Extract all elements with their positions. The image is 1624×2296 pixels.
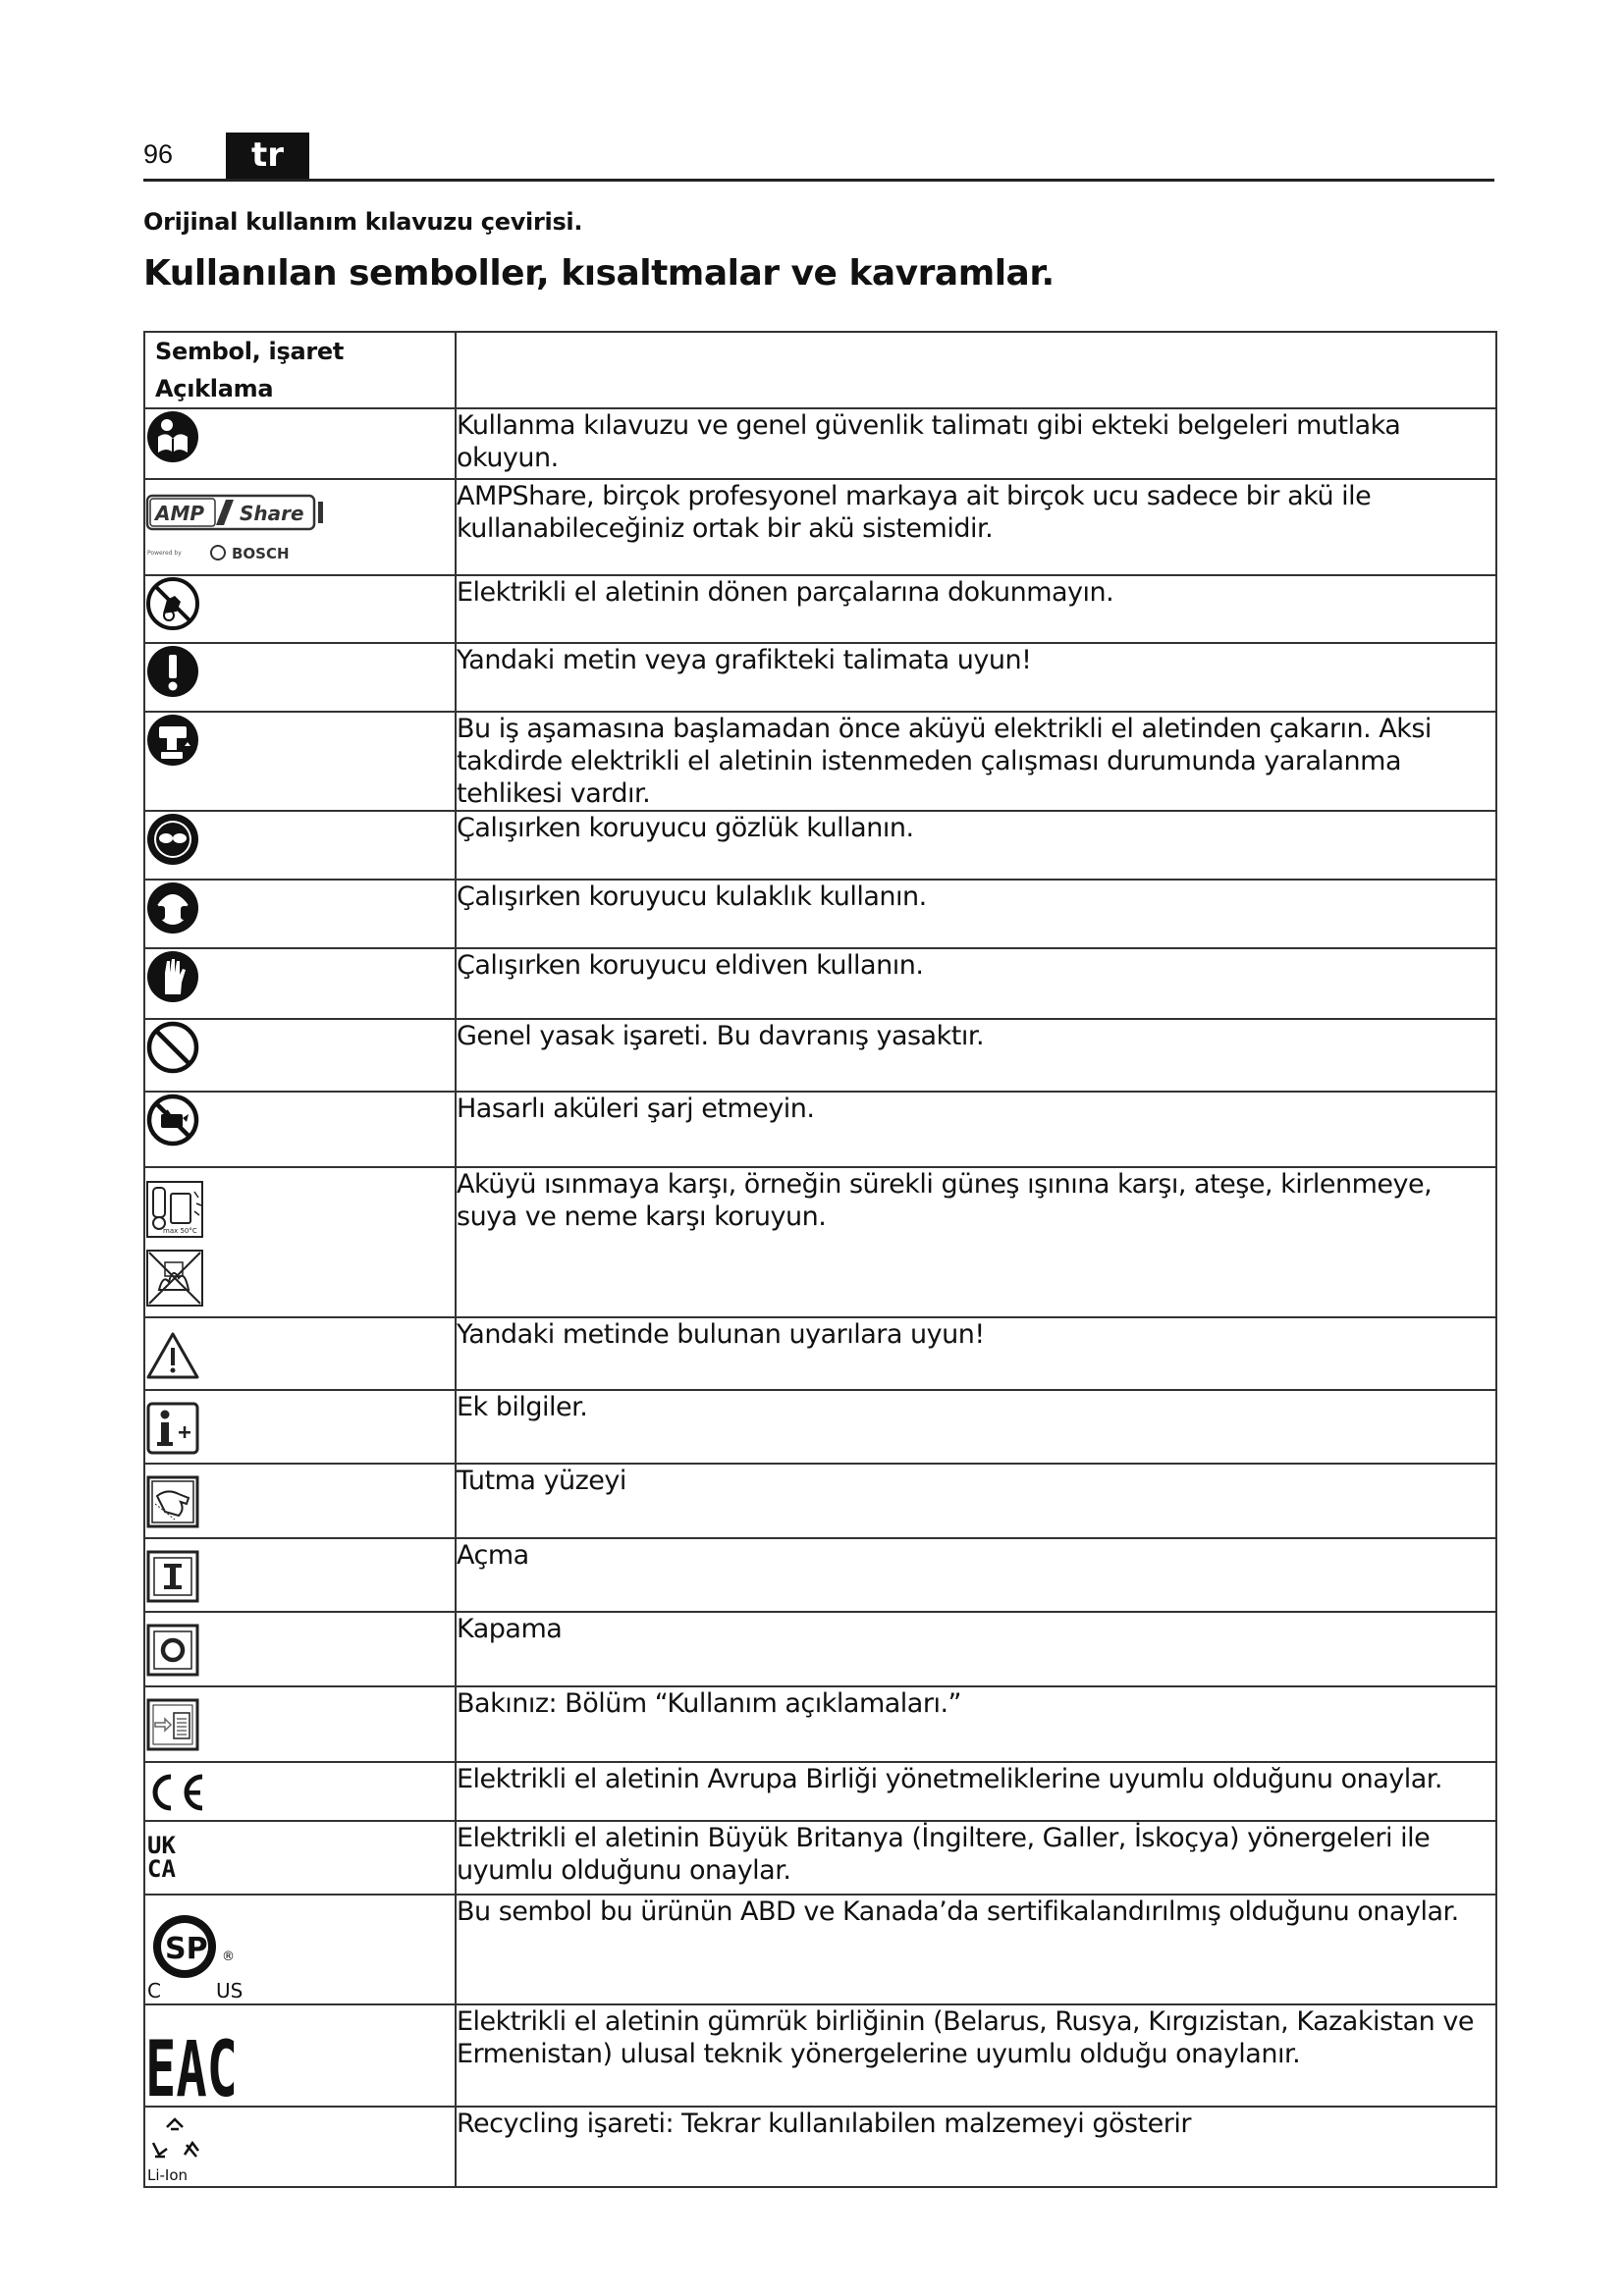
- description-cell: Kullanma kılavuzu ve genel güvenlik talimatı gibi ekteki belgeleri mutlaka okuyun.: [456, 408, 1496, 479]
- see-section-icon: [145, 1697, 200, 1752]
- table-row: [144, 1167, 1496, 1317]
- table-header-row: [144, 332, 1496, 408]
- symbol-cell: [144, 948, 456, 1019]
- table-row: [144, 1019, 1496, 1092]
- description-cell: Aküyü ısınmaya karşı, örneğin sürekli güneş ışınına karşı, ateşe, kirlenmeye, suya ve neme karşı koruyun.: [456, 1167, 1496, 1317]
- document-subtitle: Orijinal kullanım kılavuzu çevirisi.: [143, 208, 583, 236]
- table-row: [144, 1538, 1496, 1612]
- amp-label: AMP: [155, 502, 205, 525]
- table-row: [144, 1464, 1496, 1538]
- info-plus-icon: [145, 1401, 200, 1456]
- ukca-bottom-label: CA: [147, 1855, 176, 1883]
- symbol-cell: [144, 1464, 456, 1538]
- symbol-cell: [144, 2004, 456, 2114]
- protective-gloves-icon: [145, 949, 200, 1004]
- symbol-cell: [144, 1895, 456, 2004]
- table-row: [144, 1390, 1496, 1464]
- description-cell: Ek bilgiler.: [456, 1390, 1496, 1464]
- symbol-cell: [144, 1317, 456, 1390]
- table-row: [144, 643, 1496, 712]
- prohibition-icon: [145, 1020, 200, 1075]
- table-row: [144, 1317, 1496, 1390]
- csa-mark-icon: [145, 1909, 263, 2002]
- table-row: [144, 1686, 1496, 1762]
- symbol-cell: [144, 408, 456, 479]
- bosch-label: BOSCH: [232, 545, 290, 562]
- symbol-cell: [144, 1390, 456, 1464]
- eac-label: EAC: [145, 2026, 238, 2114]
- description-cell: Elektrikli el aletinin Büyük Britanya (İngiltere, Galler, İskoçya) yönergeleri ile uyumlu olduğunu onaylar.: [456, 1821, 1496, 1895]
- ear-protection-icon: [145, 881, 200, 935]
- description-cell: Elektrikli el aletinin dönen parçalarına dokunmayın.: [456, 575, 1496, 643]
- symbol-cell: [144, 712, 456, 811]
- description-cell: Çalışırken koruyucu gözlük kullanın.: [456, 811, 1496, 880]
- symbol-cell: [144, 643, 456, 712]
- recycling-li-ion-icon: [145, 2115, 204, 2184]
- battery-protection-icon: [145, 1180, 208, 1309]
- warning-triangle-icon: [145, 1330, 200, 1381]
- description-cell: Kapama: [456, 1612, 1496, 1686]
- description-cell: Açma: [456, 1538, 1496, 1612]
- table-row: [144, 948, 1496, 1019]
- table-row: [144, 1821, 1496, 1895]
- ukca-top-label: UK: [147, 1832, 176, 1859]
- table-row: [144, 1612, 1496, 1686]
- table-row: [144, 880, 1496, 948]
- eac-mark-icon: [145, 2011, 240, 2114]
- header-rule: [143, 179, 1494, 182]
- read-manual-icon: [145, 409, 200, 464]
- mandatory-action-icon: [145, 644, 200, 699]
- symbol-cell: [144, 1019, 456, 1092]
- symbol-table: [143, 331, 1497, 2188]
- power-on-icon: [145, 1549, 200, 1604]
- table-row: [144, 1895, 1496, 2004]
- li-ion-label: Li-Ion: [147, 2166, 189, 2184]
- power-off-icon: [145, 1623, 200, 1678]
- symbol-cell: [144, 1092, 456, 1167]
- symbol-cell: [144, 1821, 456, 1895]
- page-number: 96: [143, 139, 174, 169]
- symbol-cell: [144, 575, 456, 643]
- table-row: [144, 712, 1496, 811]
- description-cell: Yandaki metin veya grafikteki talimata uyun!: [456, 643, 1496, 712]
- powered-by-label: Powered by: [147, 550, 182, 557]
- table-row: [144, 2004, 1496, 2107]
- description-cell: Hasarlı aküleri şarj etmeyin.: [456, 1092, 1496, 1167]
- no-touch-rotating-parts-icon: [145, 576, 200, 631]
- table-row: [144, 2107, 1496, 2187]
- description-cell: Yandaki metinde bulunan uyarılara uyun!: [456, 1317, 1496, 1390]
- ampshare-logo: [145, 492, 332, 568]
- no-charging-damaged-battery-icon: [145, 1093, 200, 1148]
- symbol-cell: [144, 479, 456, 575]
- description-cell: Genel yasak işareti. Bu davranış yasaktır.: [456, 1019, 1496, 1092]
- symbol-cell: [144, 1762, 456, 1821]
- ukca-mark-icon: [145, 1830, 196, 1885]
- column-header-symbol: Sembol, işaret Açıklama: [144, 332, 456, 408]
- ce-mark-icon: [145, 1771, 208, 1814]
- table-row: [144, 408, 1496, 479]
- description-cell: Bu iş aşamasına başlamadan önce aküyü elektrikli el aletinden çakarın. Aksi takdirde elektrikli el aletinin istenmeden çalışması durumunda yaralanma tehlikesi vardır.: [456, 712, 1496, 811]
- language-tab: tr: [226, 133, 309, 179]
- table-row: [144, 1092, 1496, 1167]
- safety-goggles-icon: [145, 812, 200, 867]
- table-row: [144, 811, 1496, 880]
- share-label: Share: [240, 502, 304, 525]
- symbol-cell: [144, 2107, 456, 2187]
- description-cell: Elektrikli el aletinin gümrük birliğinin (Belarus, Rusya, Kırgızistan, Kazakistan ve Ermenistan) ulusal teknik yönergelerine uyumlu olduğu onaylanır.: [456, 2004, 1496, 2107]
- csa-c-label: C: [147, 1979, 161, 2002]
- csa-sp-label: SP: [165, 1932, 208, 1966]
- grip-surface-icon: [145, 1474, 200, 1529]
- description-cell: AMPShare, birçok profesyonel markaya ait birçok ucu sadece bir akü ile kullanabileceğiniz ortak bir akü sistemidir.: [456, 479, 1496, 575]
- section-title: Kullanılan semboller, kısaltmalar ve kavramlar.: [143, 253, 1055, 294]
- description-cell: Bu sembol bu ürünün ABD ve Kanada’da sertifikalandırılmış olduğunu onaylar.: [456, 1895, 1496, 2004]
- description-cell: Bakınız: Bölüm “Kullanım açıklamaları.”: [456, 1686, 1496, 1762]
- description-cell: Çalışırken koruyucu eldiven kullanın.: [456, 948, 1496, 1019]
- symbol-cell: [144, 1538, 456, 1612]
- description-cell: Recycling işareti: Tekrar kullanılabilen malzemeyi gösterir: [456, 2107, 1496, 2187]
- description-cell: Elektrikli el aletinin Avrupa Birliği yönetmeliklerine uyumlu olduğunu onaylar.: [456, 1762, 1496, 1821]
- temp-label: max 50°C: [163, 1227, 197, 1235]
- table-row: [144, 479, 1496, 575]
- symbol-cell: [144, 880, 456, 948]
- symbol-cell: [144, 1686, 456, 1762]
- csa-us-label: US: [216, 1979, 244, 2002]
- csa-registered-label: ®: [222, 1949, 235, 1964]
- symbol-cell: [144, 811, 456, 880]
- symbol-cell: [144, 1167, 456, 1317]
- table-row: [144, 575, 1496, 643]
- description-cell: Tutma yüzeyi: [456, 1464, 1496, 1538]
- column-header-empty: [456, 332, 1496, 408]
- remove-battery-icon: [145, 713, 200, 768]
- description-cell: Çalışırken koruyucu kulaklık kullanın.: [456, 880, 1496, 948]
- table-row: [144, 1762, 1496, 1821]
- symbol-cell: [144, 1612, 456, 1686]
